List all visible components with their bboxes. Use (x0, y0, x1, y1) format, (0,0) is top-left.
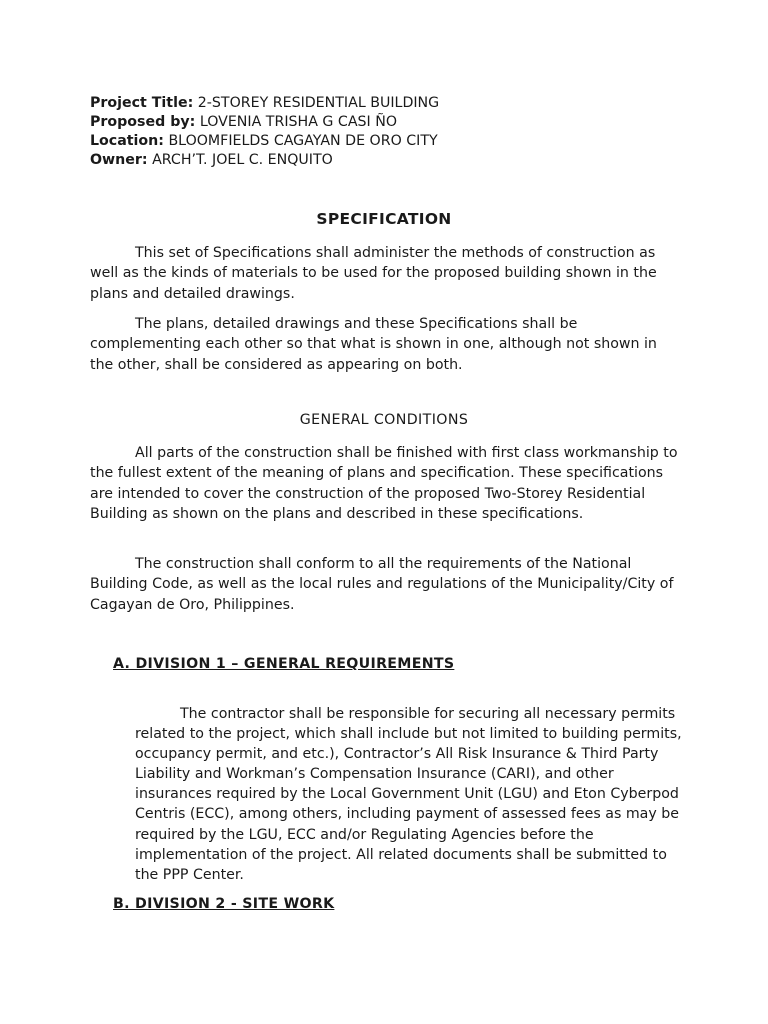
intro-paragraph-2 (90, 314, 680, 375)
project-info (90, 94, 439, 170)
owner-line (90, 151, 439, 170)
project-title-label: Project Title: (90, 95, 194, 111)
owner-label: Owner: (90, 152, 148, 168)
division-1-heading: A. DIVISION 1 – GENERAL REQUIREMENTS (113, 656, 455, 672)
proposed-by-line (90, 113, 439, 132)
intro-paragraph-1 (90, 243, 680, 304)
division-1-paragraph-text: The contractor shall be responsible for securing all necessary permits related to the project, which shall include but not limited to building permits, occupancy permit, and etc.), Contractor’s All Risk Insurance & Third Party Liability and Workman’s Compensation Insurance (CARI), and other insurances required by the Local Government Unit (LGU) and Eton Cyberpod Centris (ECC), among others, including payment of assessed fees as may be required by the LGU, ECC and/or Regulating Agencies before the implementation of the project. All related documents shall be submitted to the PPP Center. (135, 706, 682, 883)
division-1-paragraph (135, 704, 683, 885)
general-conditions-paragraph-2 (90, 554, 680, 615)
page-title: SPECIFICATION (316, 210, 452, 228)
general-conditions-paragraph-1-text: All parts of the construction shall be finished with first class workmanship to the fullest extent of the meaning of plans and specification. These specifications are intended to cover the construction of the proposed Two-Storey Residential Building as shown on the plans and described in these specifications. (90, 445, 678, 523)
general-conditions-heading: GENERAL CONDITIONS (299, 412, 469, 428)
general-conditions-paragraph-1 (90, 443, 680, 525)
project-title-line (90, 94, 439, 113)
location-line (90, 132, 439, 151)
project-title-value: 2-STOREY RESIDENTIAL BUILDING (197, 95, 440, 111)
owner-value: ARCH’T. JOEL C. ENQUITO (152, 152, 333, 168)
division-2-heading: B. DIVISION 2 - SITE WORK (113, 896, 335, 912)
intro-paragraph-2-text: The plans, detailed drawings and these Specifications shall be complementing each other so that what is shown in one, although not shown in the other, shall be considered as appearing on both. (90, 316, 657, 373)
proposed-by-label: Proposed by: (90, 114, 196, 130)
location-value: BLOOMFIELDS CAGAYAN DE ORO CITY (168, 133, 438, 149)
proposed-by-value: LOVENIA TRISHA G CASI ÑO (199, 114, 398, 130)
intro-paragraph-1-text: This set of Specifications shall administer the methods of construction as well as the kinds of materials to be used for the proposed building shown in the plans and detailed drawings. (90, 245, 657, 302)
location-label: Location: (90, 133, 164, 149)
general-conditions-paragraph-2-text: The construction shall conform to all the requirements of the National Building Code, as well as the local rules and regulations of the Municipality/City of Cagayan de Oro, Philippines. (90, 556, 674, 613)
